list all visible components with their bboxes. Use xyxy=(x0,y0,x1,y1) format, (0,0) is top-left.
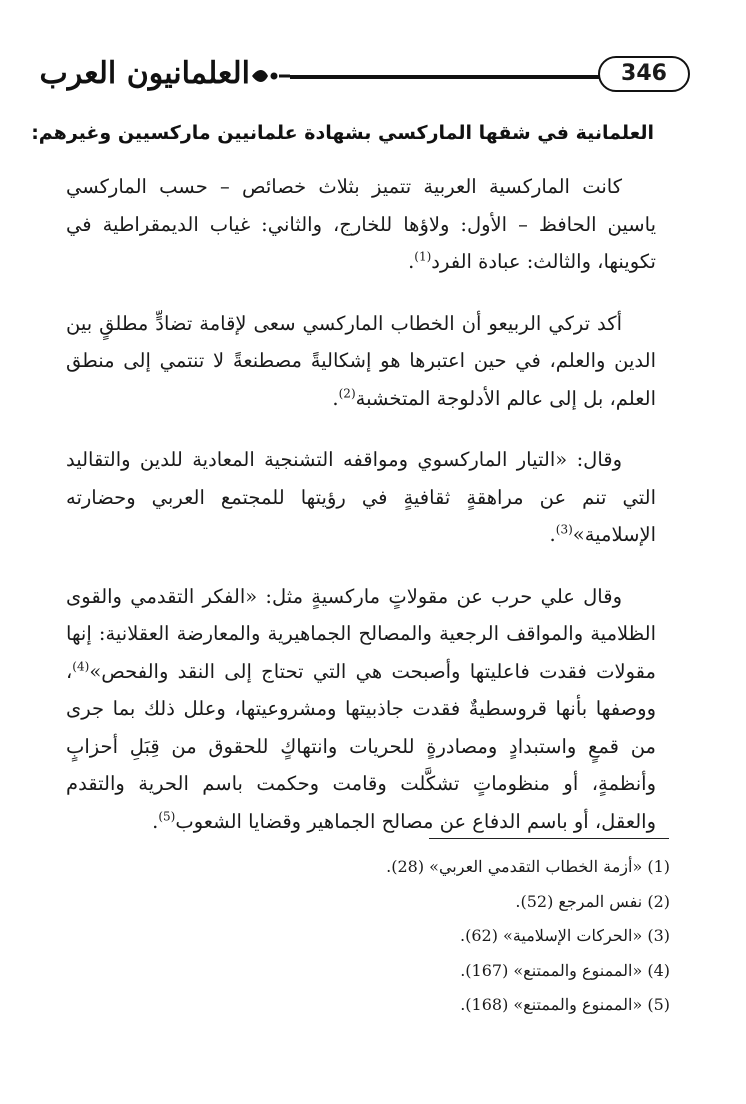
section-title: العلمانية في شقها الماركسي بشهادة علمانيين ماركسيين وغيرهم: xyxy=(31,122,654,144)
footnote-ref: (2) xyxy=(338,386,356,400)
footnote-ref: (1) xyxy=(414,249,432,264)
paragraph xyxy=(66,168,656,281)
header-rule xyxy=(290,75,636,79)
paragraph-text: . xyxy=(408,250,415,273)
running-header xyxy=(40,50,680,98)
footnote-item: (4) «الممنوع والممتنع» (167). xyxy=(460,960,670,980)
paragraph xyxy=(66,578,656,841)
page-number: 346 xyxy=(598,56,690,92)
paragraph-text: وقال: «التيار الماركسوي ومواقفه التشنجية المعادية للدين والتقاليد التي تنم عن مراهقةٍ ثقافيةٍ في رؤيتها للمجتمع العربي وحضارته الإسلامية» xyxy=(66,448,656,546)
book-title: العلمانيون العرب xyxy=(39,56,250,91)
footnote-item: (2) نفس المرجع (52). xyxy=(515,891,670,911)
paragraph-text: أكد تركي الربيعو أن الخطاب الماركسي سعى لإقامة تضادٍّ مطلقٍ بين الدين والعلم، في حين اعتبرها هو إشكاليةً مصطنعةً لا تنتمي إلى منطق العلم، بل إلى عالم الأدلوجة المتخشبة xyxy=(66,311,656,410)
paragraph-text: ، ووصفها بأنها قروسطيةٌ فقدت جاذبيتها ومشروعيتها، وعلل ذلك بما جرى من قمعٍ واستبدادٍ ومصادرةٍ للحريات وانتهاكٍ للحقوق من قِبَلِ أحزابٍ وأنظمةٍ، أو منظوماتٍ تشكَّلت وقامت وحكمت باسم الحرية والتقدم والعقل، أو باسم الدفاع عن مصالح الجماهير وقضايا الشعوب xyxy=(66,659,656,833)
footnote-item: (1) «أزمة الخطاب التقدمي العربي» (28). xyxy=(386,857,670,876)
footnote-ref: (5) xyxy=(158,809,176,823)
paragraph xyxy=(66,441,656,554)
footnote-item: (3) «الحركات الإسلامية» (62). xyxy=(460,926,670,945)
main-text xyxy=(66,168,656,864)
ornament-icon xyxy=(250,66,290,86)
paragraph-text: . xyxy=(332,386,339,410)
footnote-item: (5) «الممنوع والممتنع» (168). xyxy=(460,995,670,1014)
footnotes xyxy=(100,850,670,1023)
paragraph-text: . xyxy=(549,523,556,546)
footnote-ref: (3) xyxy=(555,522,573,537)
footnote-ref: (4) xyxy=(72,659,90,673)
paragraph-text: كانت الماركسية العربية تتميز بثلاث خصائص – حسب الماركسي ياسين الحافظ – الأول: ولاؤها للخارج، والثاني: غياب الديمقراطية في تكوينها، والثالث: عبادة الفرد xyxy=(66,175,656,273)
paragraph-text: . xyxy=(152,809,159,833)
footnote-separator xyxy=(429,838,669,839)
paragraph xyxy=(66,305,656,418)
paragraph-text: وقال علي حرب عن مقولاتٍ ماركسيةٍ مثل: «الفكر التقدمي والقوى الظلامية والمواقف الرجعية والمصالح الجماهيرية والمعارضة العقلانية: إنها مقولات فقدت فاعليتها وأصبحت هي التي تحتاج إلى النقد والفحص» xyxy=(66,584,656,683)
